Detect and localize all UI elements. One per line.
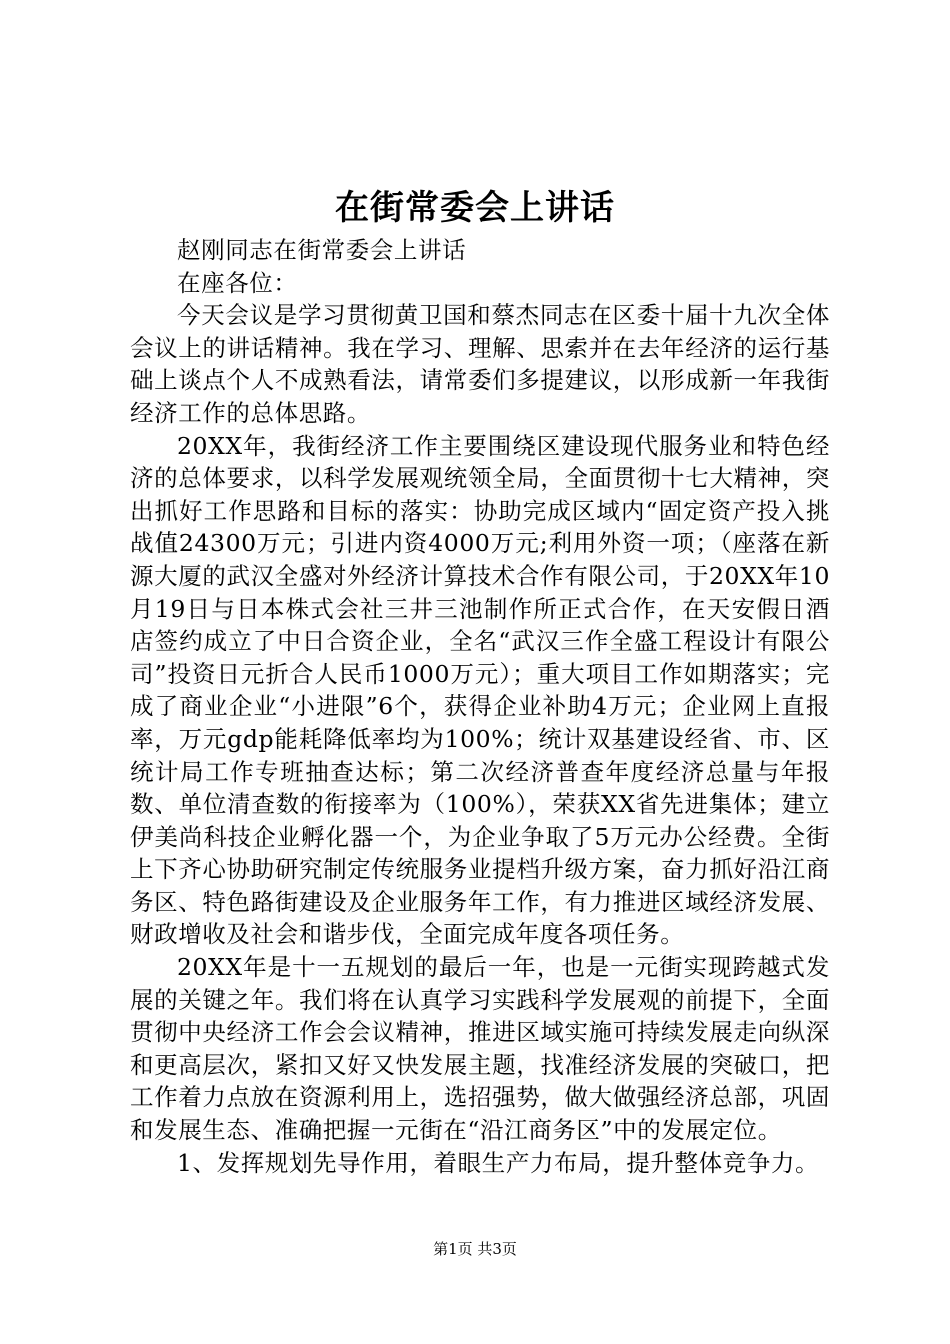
page-footer: 第1页 共3页: [433, 1240, 517, 1258]
paragraph-intro: 今天会议是学习贯彻黄卫国和蔡杰同志在区委十届十九次全体会议上的讲话精神。我在学习、理解、思索并在去年经济的运行基础上谈点个人不成熟看法，请常委们多提建议，以形成新一年我街经济工作的总体思路。: [130, 301, 830, 427]
speaker-line: 赵刚同志在街常委会上讲话: [177, 236, 467, 264]
document-title: 在街常委会上讲话: [335, 188, 615, 228]
document-body: [130, 234, 830, 1179]
salutation: 在座各位：: [177, 268, 298, 297]
paragraph-review: 20XX年，我街经济工作主要围绕区建设现代服务业和特色经济的总体要求，以科学发展观统领全局，全面贯彻十七大精神，突出抓好工作思路和目标的落实：协助完成区域内“固定资产投入挑战值24300万元；引进内资4000万元;利用外资一项；（座落在新源大厦的武汉全盛对外经济计算技术合作有限公司，于20XX年10月19日与日本株式会社三井三池制作所正式合作，在天安假日酒店签约成立了中日合资企业，全名“武汉三作全盛工程设计有限公司”投资日元折合人民币1000万元）；重大项目工作如期落实；完成了商业企业“小进限”6个，获得企业补助4万元；企业网上直报率，万元gdp能耗降低率均为100%；统计双基建设经省、市、区统计局工作专班抽查达标；第二次经济普查年度经济总量与年报数、单位清查数的衔接率为（100%），荣获XX省先进集体；建立伊美尚科技企业孵化器一个，为企业争取了5万元办公经费。全街上下齐心协助研究制定传统服务业提档升级方案，奋力抓好沿江商务区、特色路街建设及企业服务年工作，有力推进区域经济发展、财政增收及社会和谐步伐，全面完成年度各项任务。: [130, 431, 830, 949]
paragraph-point-1: 1、发挥规划先导作用，着眼生产力布局，提升整体竞争力。: [177, 1148, 820, 1177]
paragraph-outlook: 20XX年是十一五规划的最后一年，也是一元街实现跨越式发展的关键之年。我们将在认真学习实践科学发展观的前提下，全面贯彻中央经济工作会会议精神，推进区域实施可持续发展走向纵深和更高层次，紧扣又好又快发展主题，找准经济发展的突破口，把工作着力点放在资源利用上，选招强势，做大做强经济总部，巩固和发展生态、准确把握一元街在“沿江商务区”中的发展定位。: [130, 953, 830, 1145]
